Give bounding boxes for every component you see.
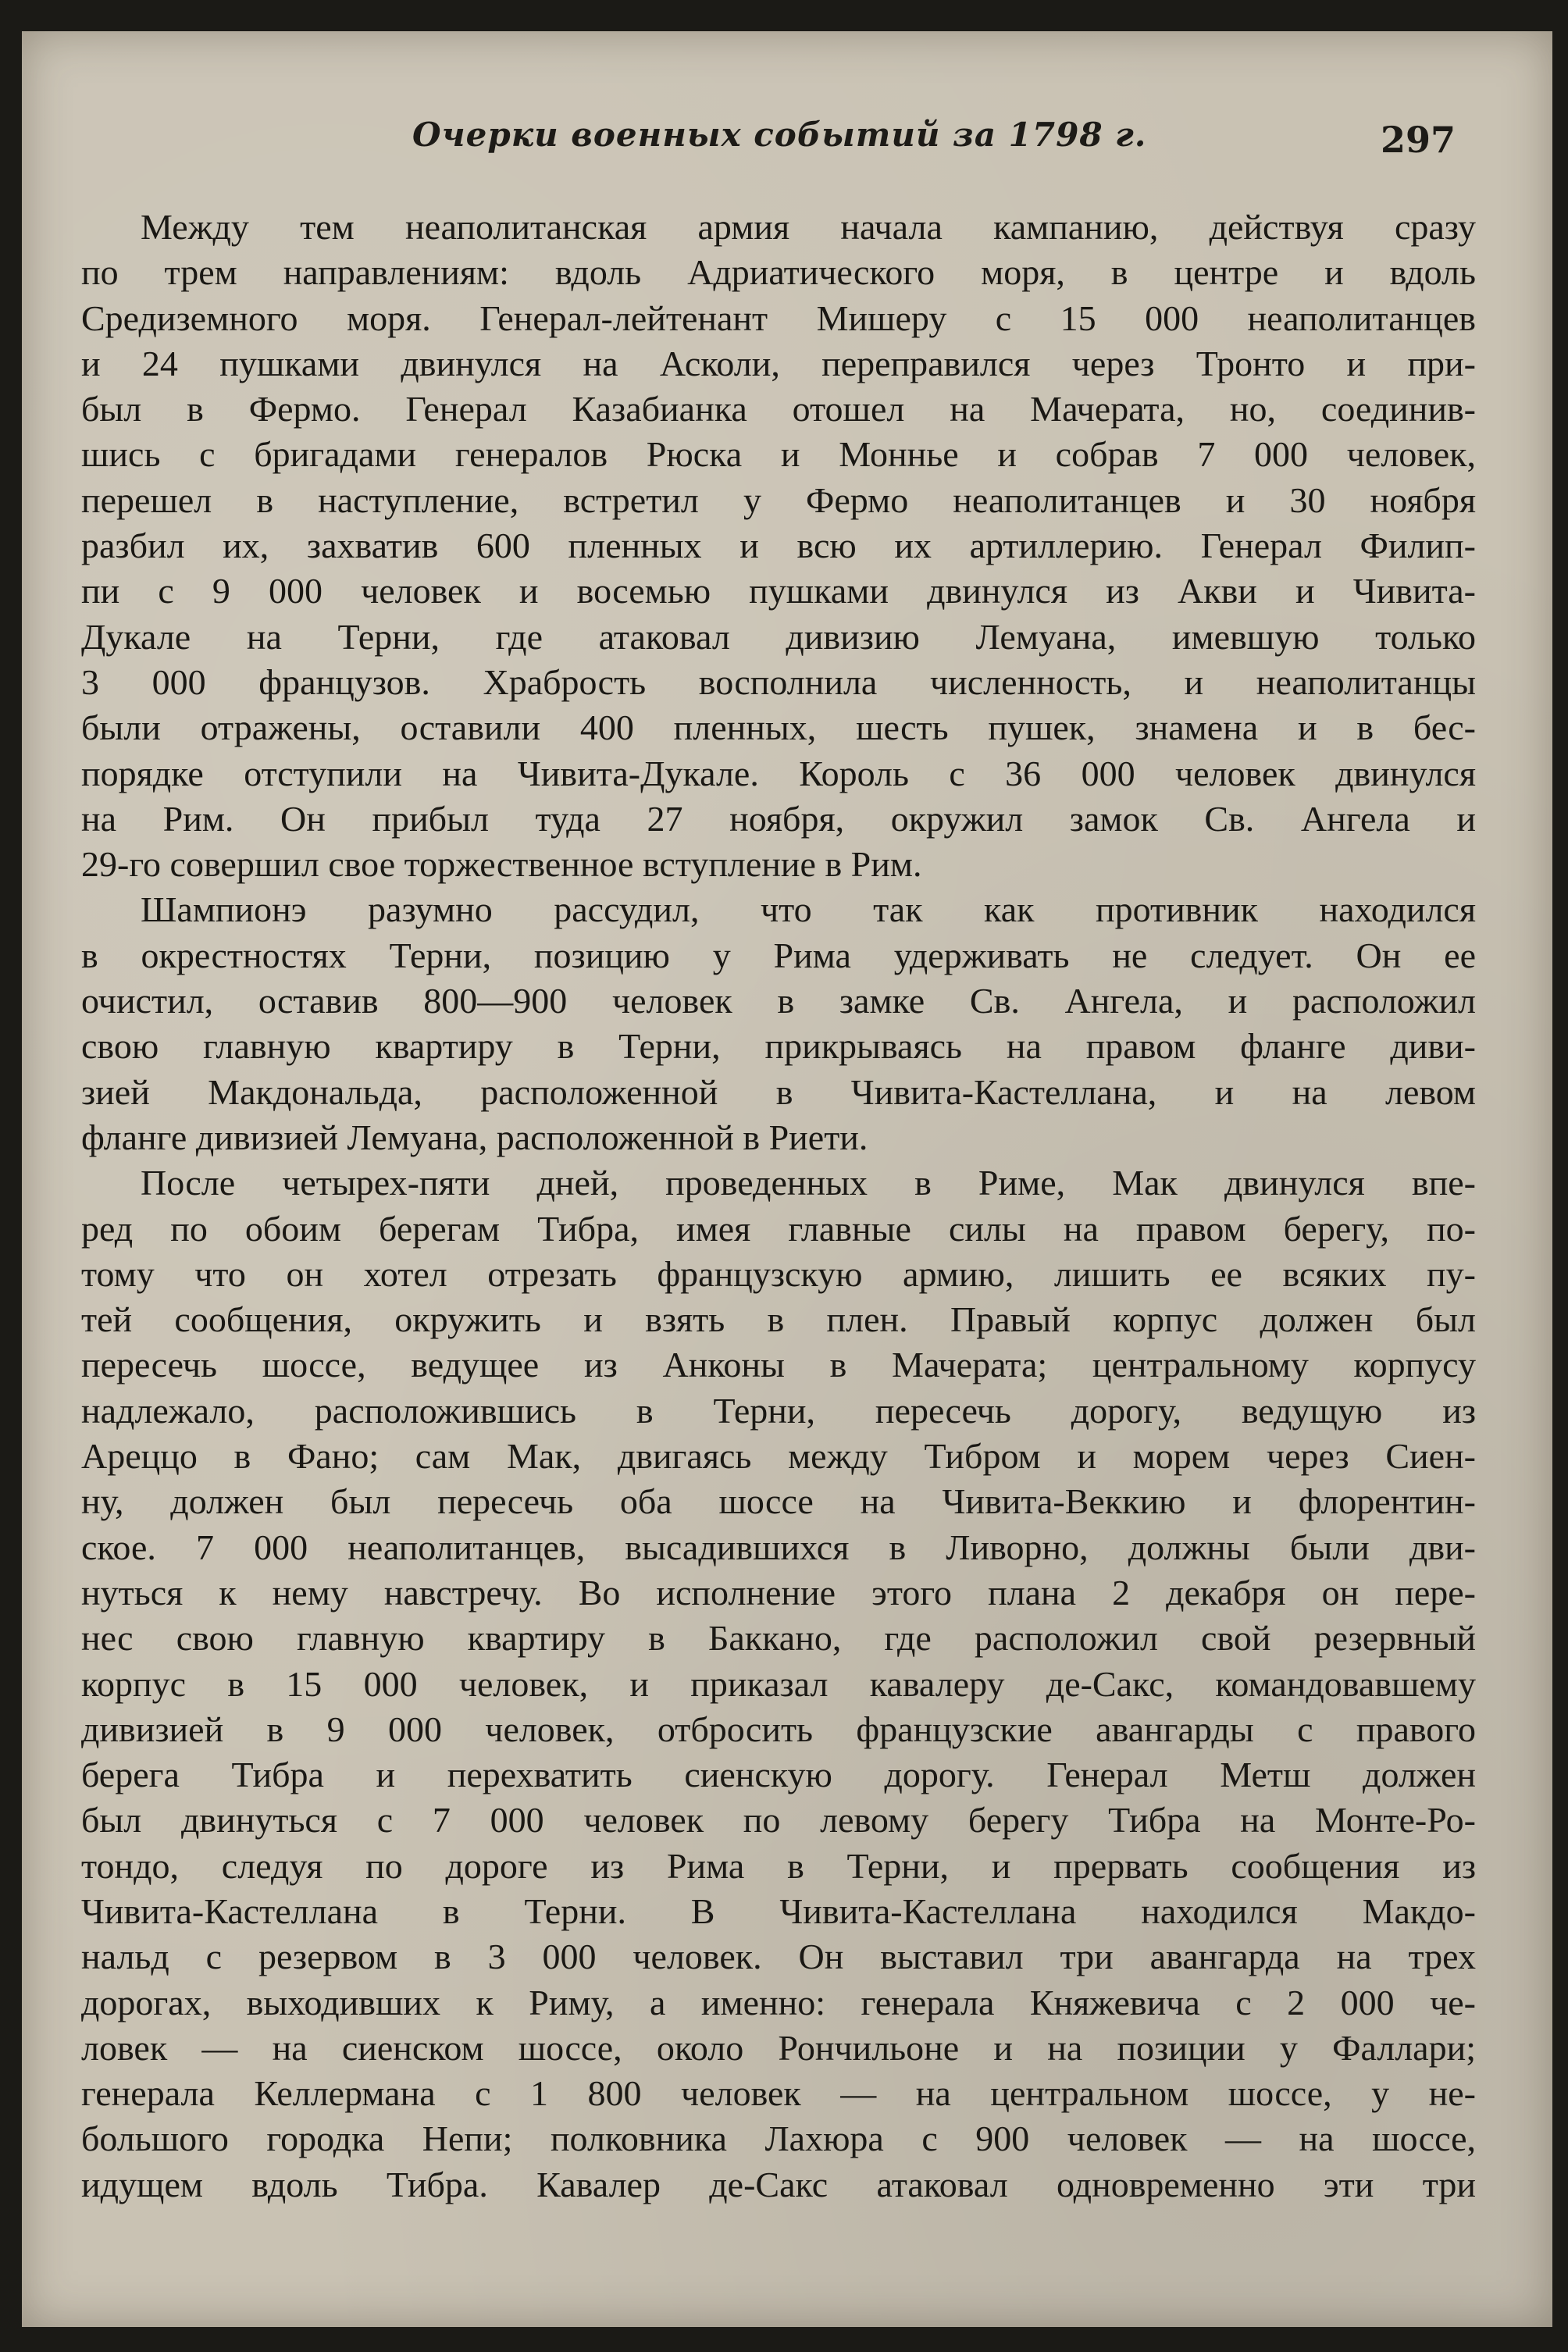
text-line: ну, должен был пересечь оба шоссе на Чивита-Веккию и флорентин- — [81, 1481, 1476, 1522]
text-line: были отражены, оставили 400 пленных, шесть пушек, знамена и в бес- — [81, 707, 1476, 748]
text-line: тей сообщения, окружить и взять в плен. Правый корпус должен был — [81, 1299, 1476, 1340]
text-line: ловек — на сиенском шоссе, около Рончильоне и на позиции у Фаллари; — [81, 2027, 1476, 2068]
text-line: большого городка Непи; полковника Лахюра с 900 человек — на шоссе, — [81, 2119, 1476, 2159]
text-line: Между тем неаполитанская армия начала кампанию, действуя сразу — [141, 207, 1476, 247]
text-line: тому что он хотел отрезать французскую армию, лишить ее всяких пу- — [81, 1253, 1476, 1294]
text-line: свою главную квартиру в Терни, прикрываясь на правом фланге диви- — [81, 1026, 1476, 1067]
text-line: 29-го совершил свое торжественное вступление в Рим. — [81, 844, 922, 885]
page-number: 297 — [1381, 119, 1456, 161]
text-line: идущем вдоль Тибра. Кавалер де-Сакс атаковал одновременно эти три — [81, 2164, 1476, 2204]
text-line: пи с 9 000 человек и восемью пушками двинулся из Акви и Чивита- — [81, 571, 1476, 611]
text-line: Чивита-Кастеллана в Терни. В Чивита-Кастеллана находился Макдо- — [81, 1891, 1476, 1931]
text-line: ское. 7 000 неаполитанцев, высадившихся в Ливорно, должны были дви- — [81, 1527, 1476, 1567]
text-line: фланге дивизией Лемуана, расположенной в Риети. — [81, 1117, 868, 1157]
text-line: очистил, оставив 800—900 человек в замке Св. Ангела, и расположил — [81, 981, 1476, 1021]
text-line: берега Тибра и перехватить сиенскую дорогу. Генерал Метш должен — [81, 1755, 1476, 1795]
text-line: Шампионэ разумно рассудил, что так как противник находился — [141, 889, 1476, 930]
text-line: Ареццо в Фано; сам Мак, двигаясь между Тибром и морем через Сиен- — [81, 1436, 1476, 1477]
paragraph — [81, 205, 1476, 887]
text-line: пересечь шоссе, ведущее из Анконы в Мачерата; центральному корпусу — [81, 1345, 1476, 1385]
running-title: Очерки военных событий за 1798 г. — [412, 116, 1147, 154]
page-header — [22, 116, 1552, 162]
paragraph — [81, 887, 1476, 1160]
text-line: и 24 пушками двинулся на Асколи, переправился через Тронто и при- — [81, 343, 1476, 383]
text-line: ред по обоим берегам Тибра, имея главные силы на правом берегу, по- — [81, 1208, 1476, 1249]
text-line: в окрестностях Терни, позицию у Рима удерживать не следует. Он ее — [81, 935, 1476, 975]
text-line: порядке отступили на Чивита-Дукале. Король с 36 000 человек двинулся — [81, 753, 1476, 793]
text-line: перешел в наступление, встретил у Фермо неаполитанцев и 30 ноября — [81, 479, 1476, 520]
text-line: Средиземного моря. Генерал-лейтенант Мишеру с 15 000 неаполитанцев — [81, 298, 1476, 338]
text-line: нуться к нему навстречу. Во исполнение этого плана 2 декабря он пере- — [81, 1572, 1476, 1613]
text-line: После четырех-пяти дней, проведенных в Риме, Мак двинулся впе- — [141, 1163, 1476, 1203]
text-line: нес свою главную квартиру в Баккано, где расположил свой резервный — [81, 1618, 1476, 1659]
text-line: нальд с резервом в 3 000 человек. Он выставил три авангарда на трех — [81, 1937, 1476, 1977]
body-text — [81, 205, 1476, 2208]
text-line: дорогах, выходивших к Риму, а именно: генерала Княжевича с 2 000 че- — [81, 1982, 1476, 2022]
text-line: на Рим. Он прибыл туда 27 ноября, окружил замок Св. Ангела и — [81, 798, 1476, 839]
text-line: тондо, следуя по дороге из Рима в Терни, и прервать сообщения из — [81, 1845, 1476, 1886]
text-line: зией Макдональда, расположенной в Чивита-Кастеллана, и на левом — [81, 1071, 1476, 1112]
text-line: корпус в 15 000 человек, и приказал кавалеру де-Сакс, командовавшему — [81, 1663, 1476, 1704]
text-line: был двинуться с 7 000 человек по левому берегу Тибра на Монте-Ро- — [81, 1800, 1476, 1841]
book-page — [22, 31, 1552, 2327]
text-line: 3 000 французов. Храбрость восполнила численность, и неаполитанцы — [81, 661, 1476, 702]
text-line: разбил их, захватив 600 пленных и всю их артиллерию. Генерал Филип- — [81, 526, 1476, 566]
text-line: по трем направлениям: вдоль Адриатического моря, в центре и вдоль — [81, 252, 1476, 293]
text-line: шись с бригадами генералов Рюска и Моннье и собрав 7 000 человек, — [81, 434, 1476, 475]
text-line: дивизией в 9 000 человек, отбросить французские авангарды с правого — [81, 1709, 1476, 1749]
text-line: был в Фермо. Генерал Казабианка отошел на Мачерата, но, соединив- — [81, 389, 1476, 429]
text-line: генерала Келлермана с 1 800 человек — на центральном шоссе, у не- — [81, 2073, 1476, 2114]
text-line: Дукале на Терни, где атаковал дивизию Лемуана, имевшую только — [81, 616, 1476, 657]
paragraph — [81, 1160, 1476, 2208]
text-line: надлежало, расположившись в Терни, пересечь дорогу, ведущую из — [81, 1390, 1476, 1431]
